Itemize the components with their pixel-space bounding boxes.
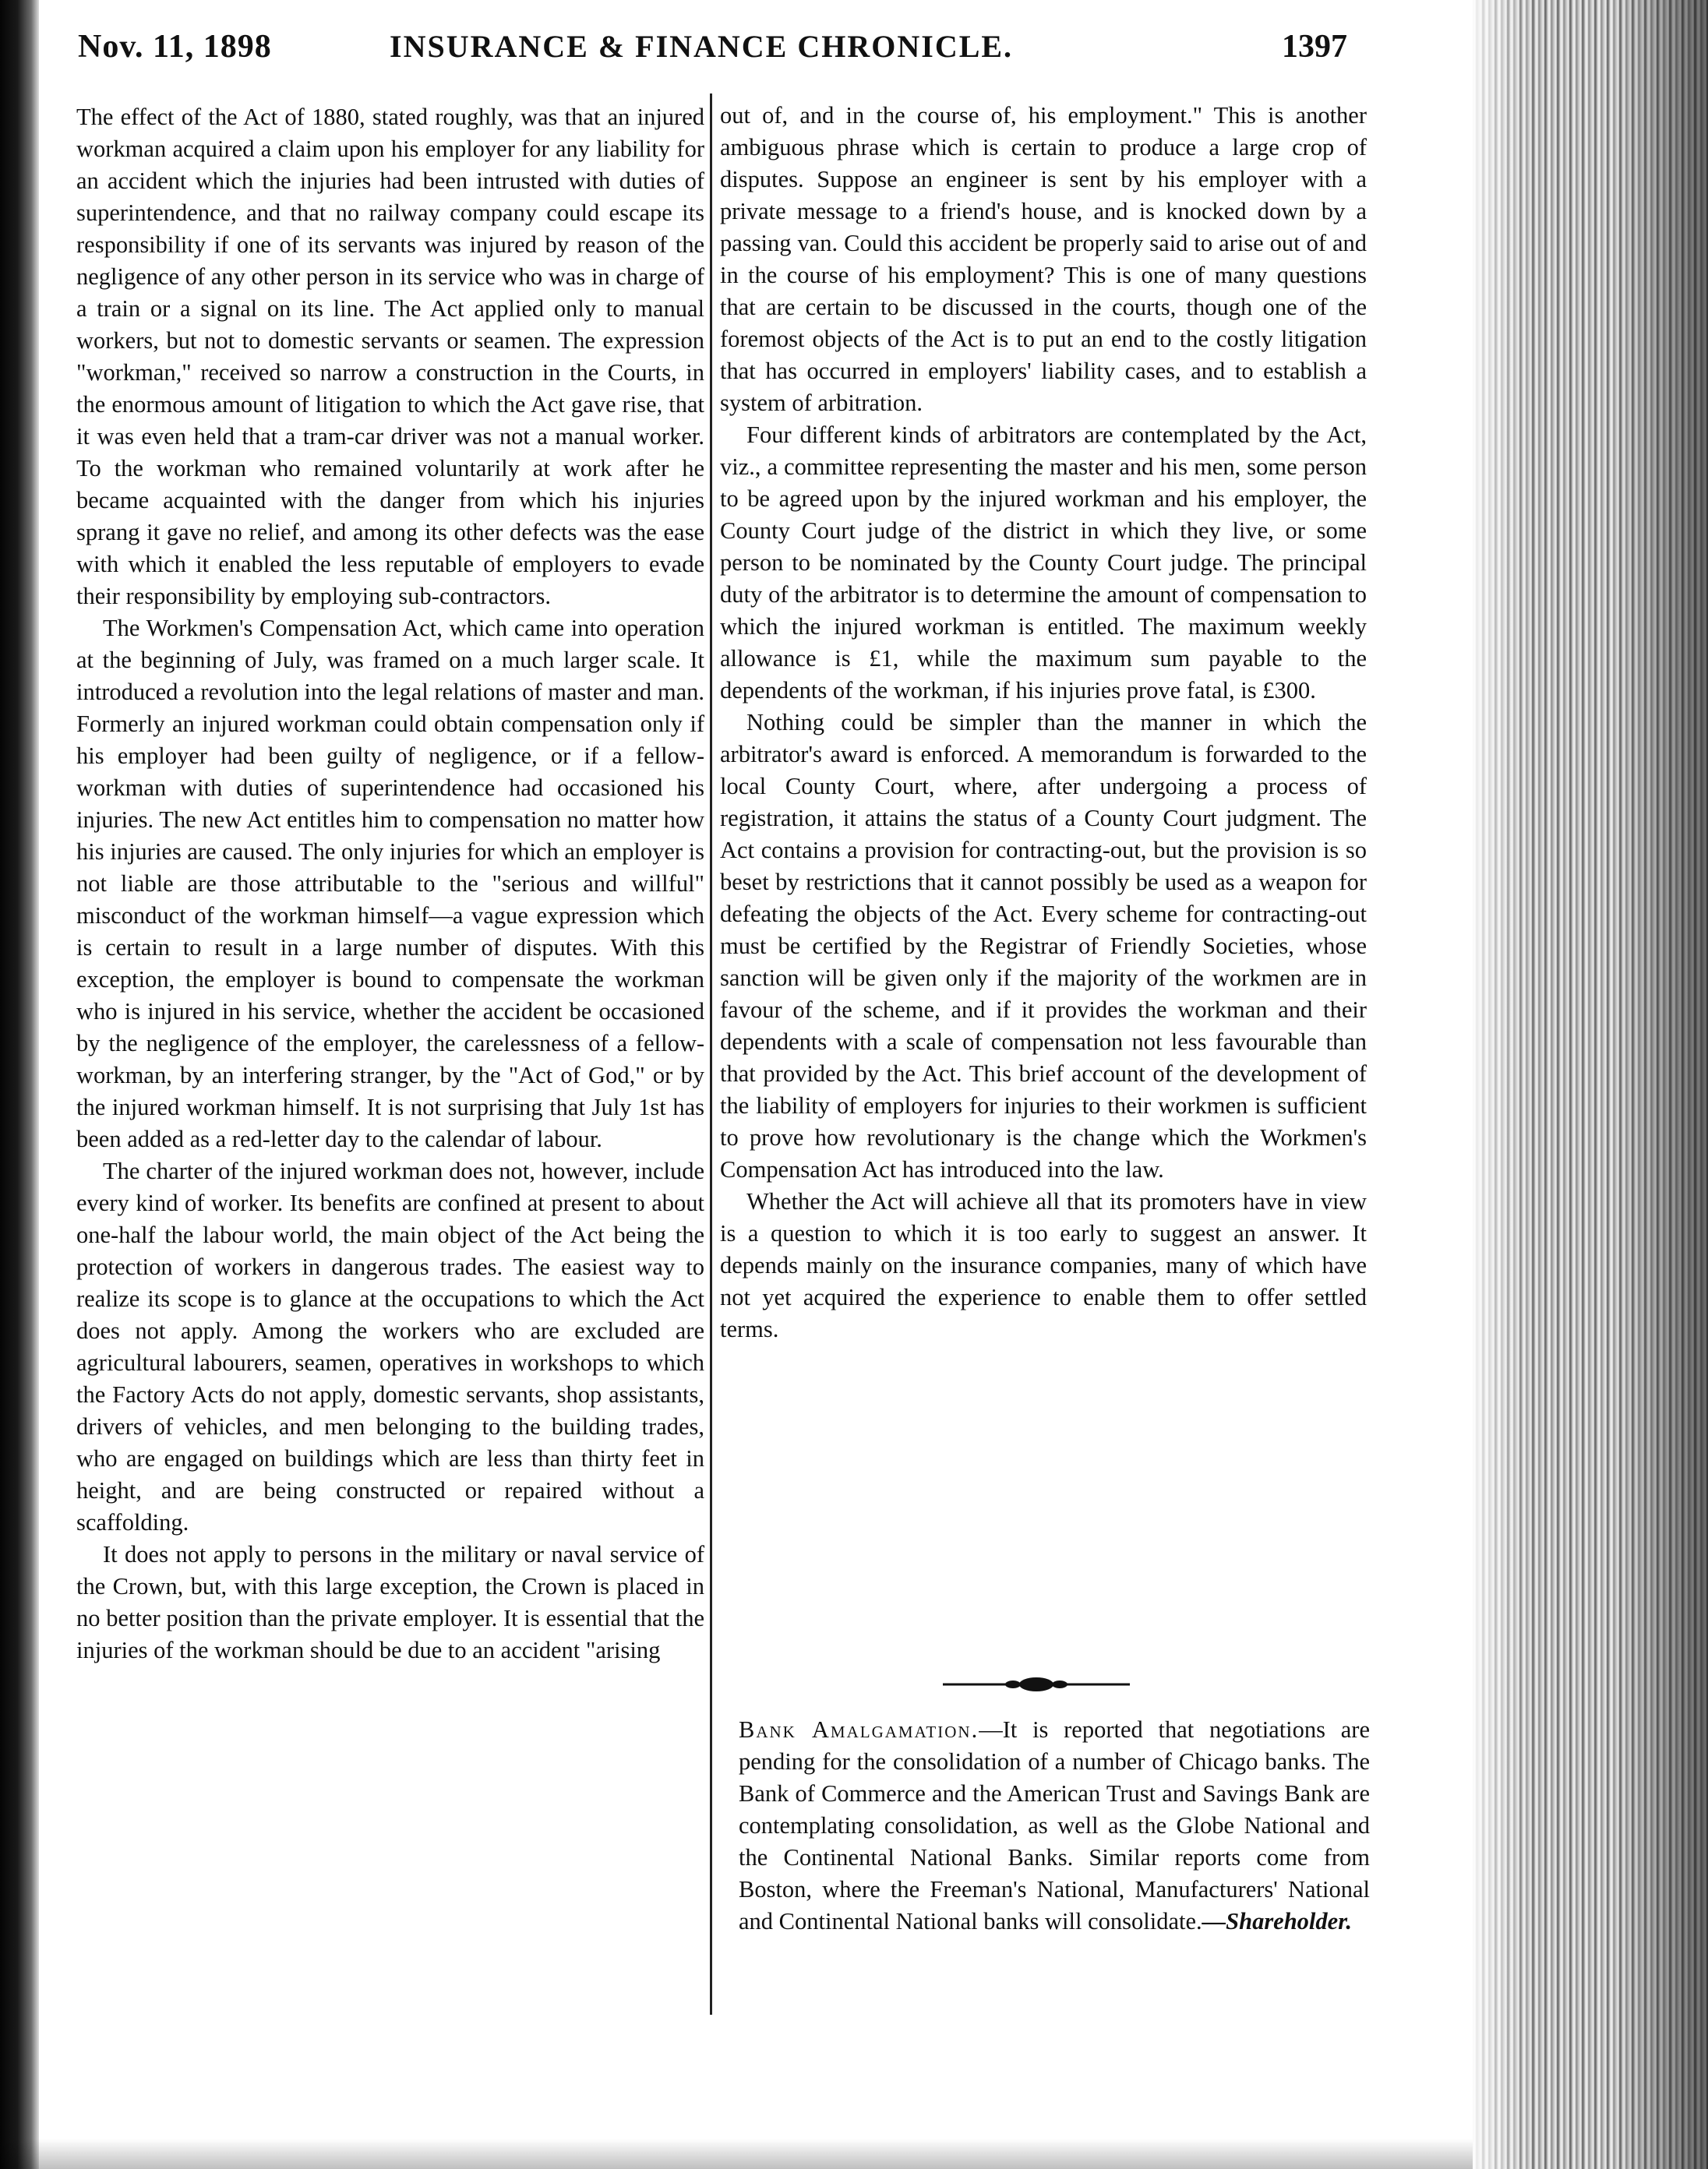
header-date: Nov. 11, 1898 [78,29,272,65]
paragraph: out of, and in the course of, his employment." This is another ambiguous phrase which is certain to produce a large crop of disputes. Suppose an engineer is sent by his employer with a private message to a friend's house, and is knocked down by a passing van. Could this accident be properly said to arise out of and in the course of his employment? This is one of many questions that are certain to be discussed in the courts, though one of the foremost objects of the Act is to put an end to the costly litigation that has occurred in employers' liability cases, and to establish a system of arbitration. [720,102,1367,416]
paragraph: It does not apply to persons in the military or naval service of the Crown, but, with this large exception, the Crown is placed in no better position than the private employer. It is essential that the injuries of the workman should be due to an accident "arising [76,1541,704,1663]
page-stack-edge [1473,0,1708,2169]
paragraph: Whether the Act will achieve all that its promoters have in view is a question to which it is too early to suggest an answer. It depends mainly on the insurance companies, many of which have not yet acquired the experience to enable them to offer settled terms. [720,1188,1367,1342]
bank-amalgamation-note [739,1714,1370,1938]
running-header [78,28,1347,75]
binding-shadow-left [0,0,39,2169]
paragraph: The charter of the injured workman does not, however, include every kind of worker. Its benefits are confined at present to about one-half the labour world, the main object of the Act being the protection of workers in dangerous trades. The easiest way to realize its scope is to glance at the occupations to which the Act does not apply. Among the workers who are excluded are agricultural labourers, seamen, operatives in workshops to which the Factory Acts do not apply, domestic servants, shop assistants, drivers of vehicles, and men belonging to the building trades, who are engaged on buildings which are less than thirty feet in height, and are being constructed or repaired without a scaffolding. [76,1158,704,1536]
paragraph: The Workmen's Compensation Act, which came into operation at the beginning of July, was framed on a much larger scale. It introduced a revolution into the legal relations of master and man. Formerly an injured workman could obtain compensation only if his employer had been guilty of negligence, or if a fellow-workman with duties of superintendence had occasioned his injuries. The new Act entitles him to compensation no matter how his injuries are caused. The only injuries for which an employer is not liable are those attributable to the "serious and willful" misconduct of the workman himself—a vague expression which is certain to result in a large number of disputes. With this exception, the employer is bound to compensate the workman who is injured in his service, whether the accident be occasioned by the negligence of the employer, the carelessness of a fellow-workman, by an interfering stranger, by the "Act of God," or by the injured workman himself. It is not surprising that July 1st has been added as a red-letter day to the calendar of labour. [76,615,704,1152]
paragraph: Nothing could be simpler than the manner in which the arbitrator's award is enforced. A memorandum is forwarded to the local County Court, where, after undergoing a process of registration, it attains the status of a County Court judgment. The Act contains a provision for contracting-out, but the provision is so beset by restrictions that it cannot possibly be used as a weapon for defeating the objects of the Act. Every scheme for contracting-out must be certified by the Registrar of Friendly Societies, whose sanction will be given only if the majority of the workmen are in favour of the scheme, and if it provides the workman and their dependents with a scale of compensation not less favourable than that provided by the Act. This brief account of the development of the liability of employers for injuries to their workmen is sufficient to prove how revolutionary is the change which the Workmen's Compensation Act has introduced into the law. [720,709,1367,1183]
note-body: —It is reported that negotiations are pending for the consolidation of a number of Chicago banks. The Bank of Commerce and the American Trust and Savings Bank are contemplating consolidation, as well as the Globe National and the Continental National Banks. Similar reports come from Boston, where the Freeman's National, Manufacturers' National and Continental National banks will consolidate. [739,1716,1370,1934]
column-rule [710,93,712,2015]
note-source: —Shareholder. [1202,1908,1353,1934]
paragraph: Four different kinds of arbitrators are contemplated by the Act, viz., a committee representing the master and his men, some person to be agreed upon by the injured workman and his employer, the County Court judge of the district in which they live, or some person to be nominated by the County Court judge. The principal duty of the arbitrator is to determine the amount of compensation to which the injured workman is entitled. The maximum weekly allowance is £1, while the maximum sum payable to the dependents of the workman, if his injuries prove fatal, is £300. [720,421,1367,704]
section-divider-ornament [935,1675,1138,1694]
note-heading: Bank Amalgamation. [739,1716,979,1743]
page-number: 1397 [1282,29,1347,65]
paragraph: The effect of the Act of 1880, stated roughly, was that an injured workman acquired a claim upon his employer for any liability for an accident which the injuries had been intrusted with duties of superintendence, and that no railway company could escape its responsibility if one of its servants was injured by reason of the negligence of any other person in its service who was in charge of a train or a signal on its line. The Act applied only to manual workers, but not to domestic servants or seamen. The expression "workman," received so narrow a construction in the Courts, in the enormous amount of litigation to which the Act gave rise, that it was even held that a tram-car driver was not a manual worker. To the workman who remained voluntarily at work after he became acquainted with the danger from which his injuries sprang it gave no relief, and among its other defects was the ease with which it enabled the less reputable of employers to evade their responsibility by employing sub-contractors. [76,104,704,609]
bottom-shadow [0,2139,1473,2169]
header-title: INSURANCE & FINANCE CHRONICLE. [390,29,1014,64]
right-column [720,100,1367,1345]
left-column [76,101,704,1666]
